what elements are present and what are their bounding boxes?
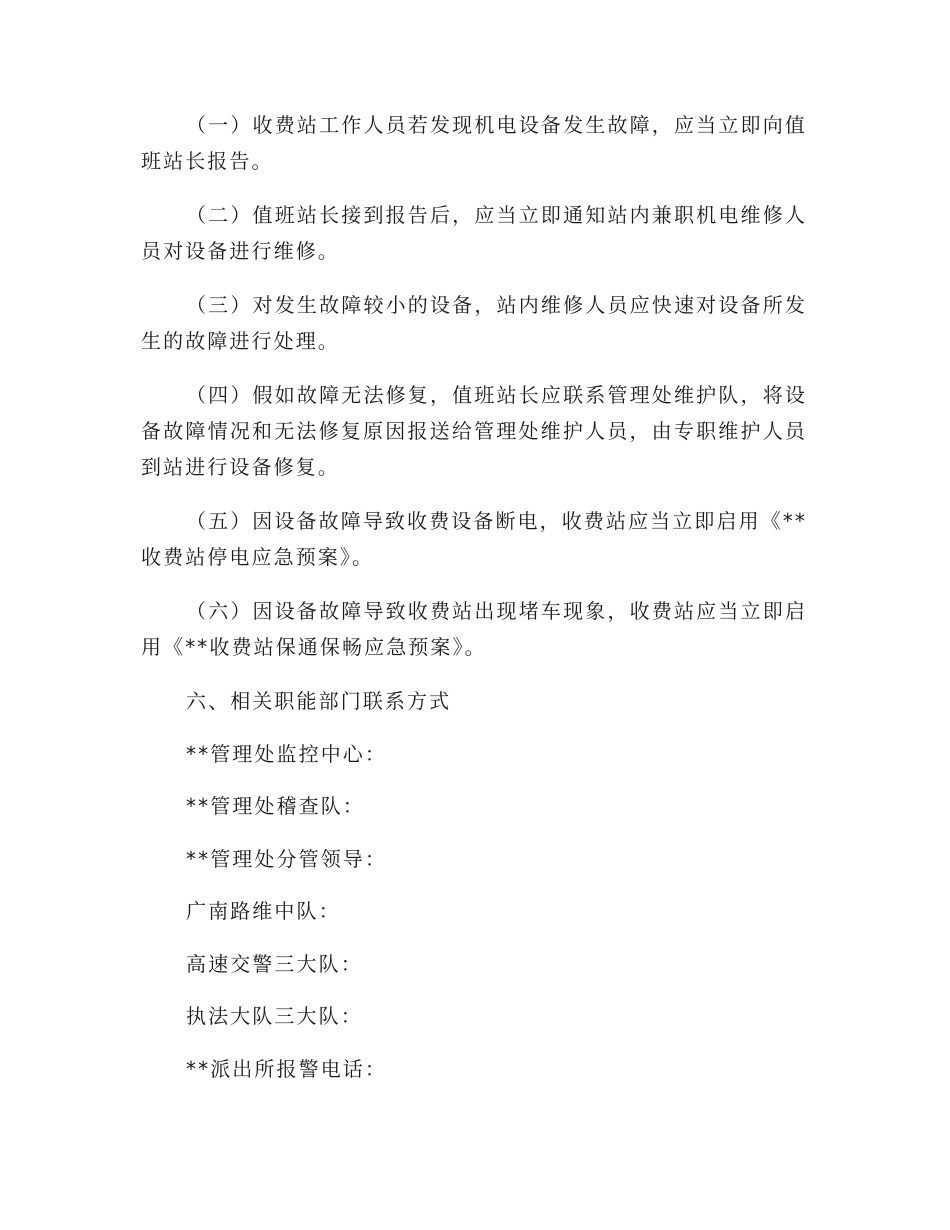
paragraph-unrepairable: （四）假如故障无法修复，值班站长应联系管理处维护队，将设备故障情况和无法修复原因报送给管理处维护人员，由专职维护人员到站进行设备修复。 [141, 383, 807, 479]
section-heading: 六、相关职能部门联系方式 [186, 689, 452, 713]
contact-inspection-team: **管理处稽查队： [186, 794, 365, 818]
contact-road-maintenance: 广南路维中队： [186, 899, 341, 923]
contact-monitoring-center: **管理处监控中心： [186, 741, 387, 766]
document-body [141, 107, 807, 1103]
contact-law-enforcement: 执法大队三大队： [186, 1004, 363, 1028]
paragraph-notify-repair: （二）值班站长接到报告后，应当立即通知站内兼职机电维修人员对设备进行维修。 [141, 203, 807, 263]
contact-police-station: **派出所报警电话： [186, 1056, 387, 1081]
paragraph-power-outage: （五）因设备故障导致收费设备断电，收费站应当立即启用《**收费站停电应急预案》。 [141, 509, 807, 569]
paragraph-traffic-jam: （六）因设备故障导致收费站出现堵车现象，收费站应当立即启用《**收费站保通保畅应急预案》。 [141, 599, 807, 659]
paragraph-minor-fault: （三）对发生故障较小的设备，站内维修人员应快速对设备所发生的故障进行处理。 [141, 293, 807, 353]
paragraph-fault-report: （一）收费站工作人员若发现机电设备发生故障，应当立即向值班站长报告。 [141, 113, 807, 173]
contact-leader: **管理处分管领导： [186, 846, 387, 871]
contact-traffic-police: 高速交警三大队： [186, 951, 363, 976]
